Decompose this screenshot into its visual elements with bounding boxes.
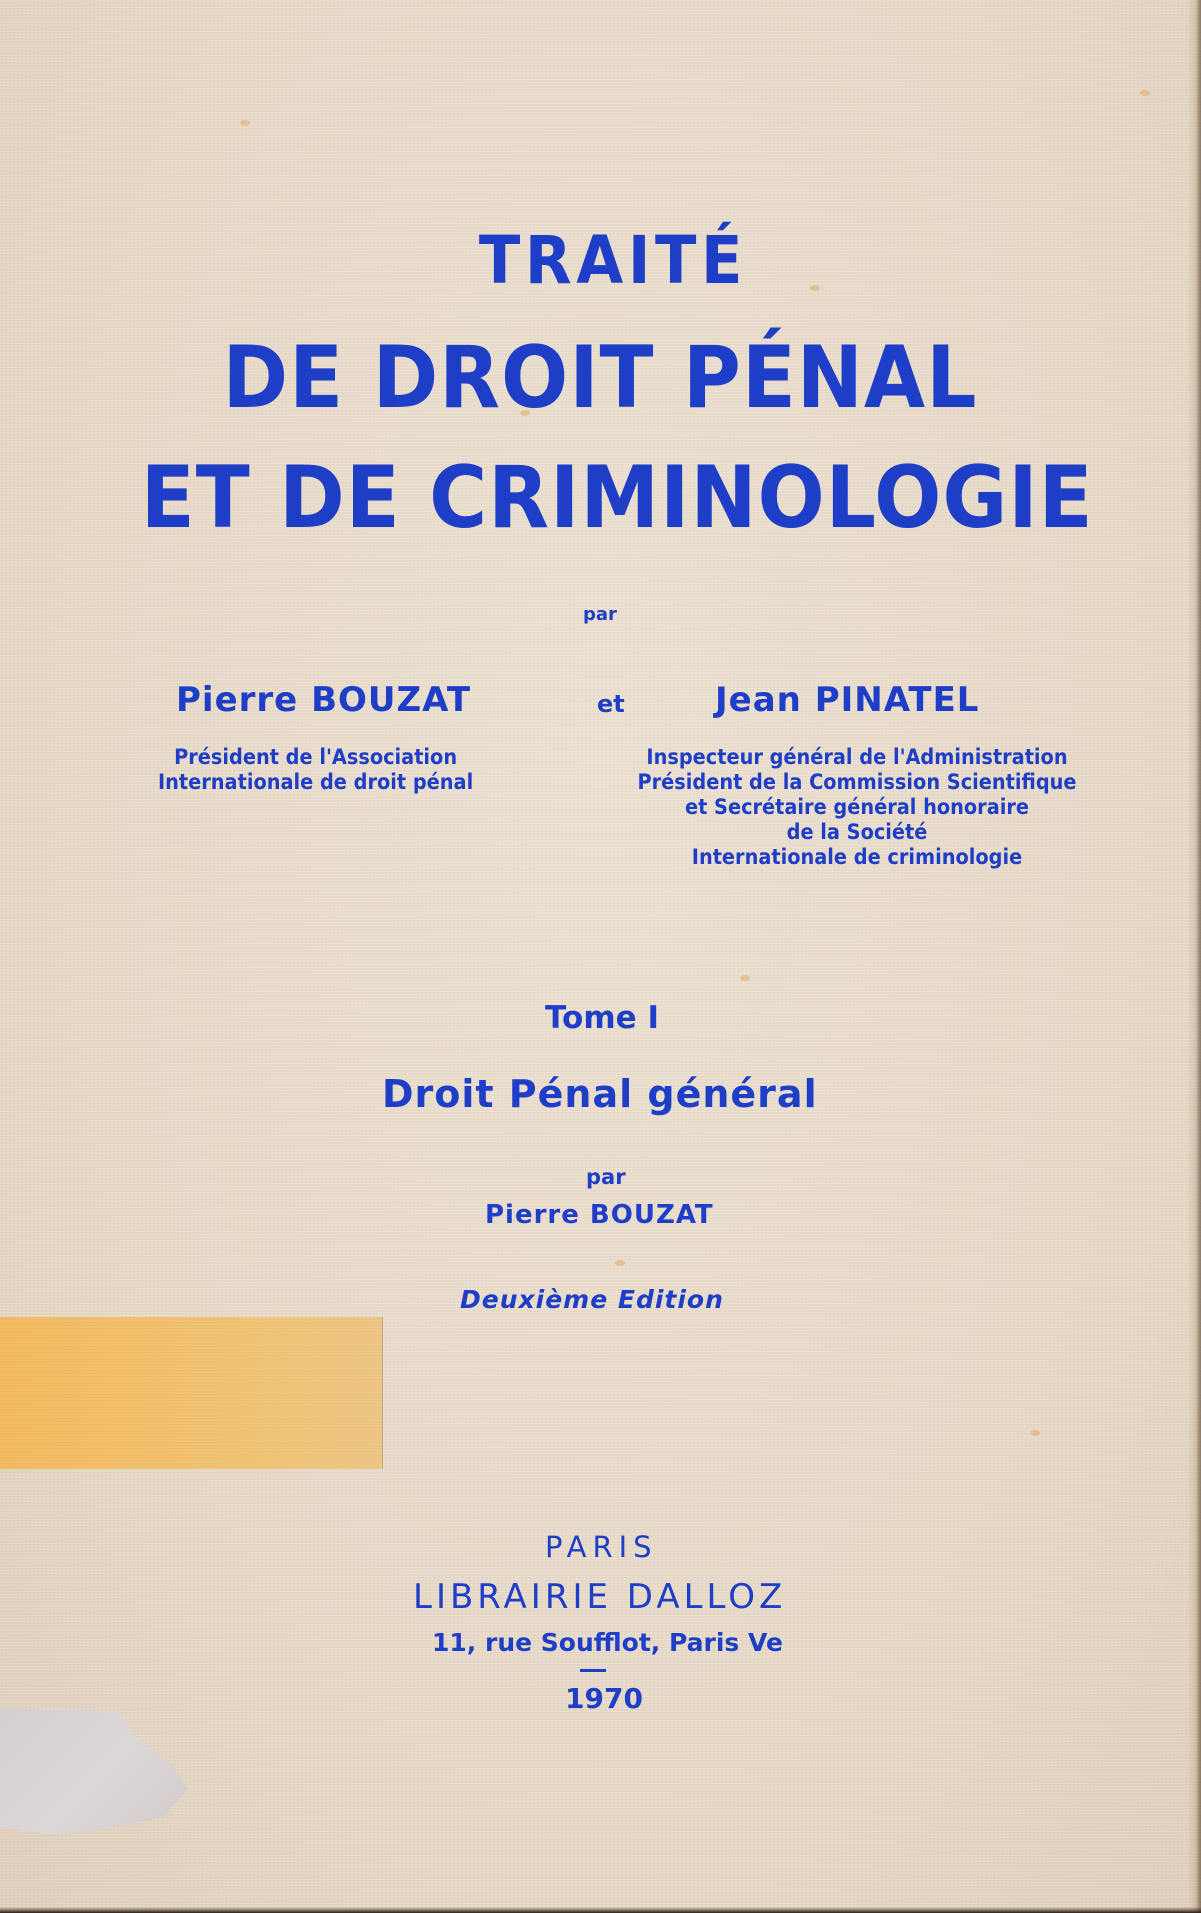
volume-title: Droit Pénal général: [382, 1072, 818, 1116]
imprint-publisher: LIBRAIRIE DALLOZ: [413, 1577, 787, 1617]
affiliation-line: Président de l'Association: [174, 745, 458, 769]
foxing-stain: [240, 120, 250, 126]
imprint-divider: [580, 1669, 606, 1672]
library-label-strip: [0, 1317, 382, 1469]
imprint-address: 11, rue Soufflot, Paris Ve: [432, 1628, 783, 1657]
bottom-edge: [0, 1907, 1201, 1913]
affiliation-line: Internationale de droit pénal: [157, 770, 474, 794]
foxing-stain: [1030, 1430, 1040, 1436]
imprint-year: 1970: [565, 1682, 643, 1715]
affiliation-line: Inspecteur général de l'Administration: [646, 745, 1068, 769]
affiliation-line: et Secrétaire général honoraire: [684, 795, 1029, 819]
affiliation-line: Président de la Commission Scientifique: [637, 770, 1077, 794]
author-conjunction: et: [597, 690, 625, 718]
foxing-stain: [740, 975, 750, 981]
author-1-affiliation: [150, 745, 481, 795]
foxing-stain: [1140, 90, 1150, 96]
imprint-city: PARIS: [545, 1530, 658, 1564]
title-line-2: DE DROIT PÉNAL: [222, 328, 978, 428]
affiliation-line: Internationale de criminologie: [691, 845, 1023, 869]
volume-number: Tome I: [545, 1000, 659, 1036]
title-line-1: TRAITÉ: [478, 222, 748, 299]
author-2-affiliation: [632, 745, 1083, 870]
volume-by-label: par: [586, 1165, 626, 1189]
by-label: par: [583, 604, 617, 625]
torn-label-patch: [0, 1708, 192, 1848]
author-2-name: Jean PINATEL: [715, 680, 980, 720]
spine-edge: [1187, 0, 1201, 1913]
affiliation-line: de la Société: [786, 820, 928, 844]
volume-author: Pierre BOUZAT: [485, 1200, 714, 1230]
foxing-stain: [615, 1260, 625, 1266]
edition-label: Deuxième Edition: [460, 1285, 724, 1314]
author-1-name: Pierre BOUZAT: [176, 680, 472, 720]
title-line-3: ET DE CRIMINOLOGIE: [140, 448, 1094, 548]
